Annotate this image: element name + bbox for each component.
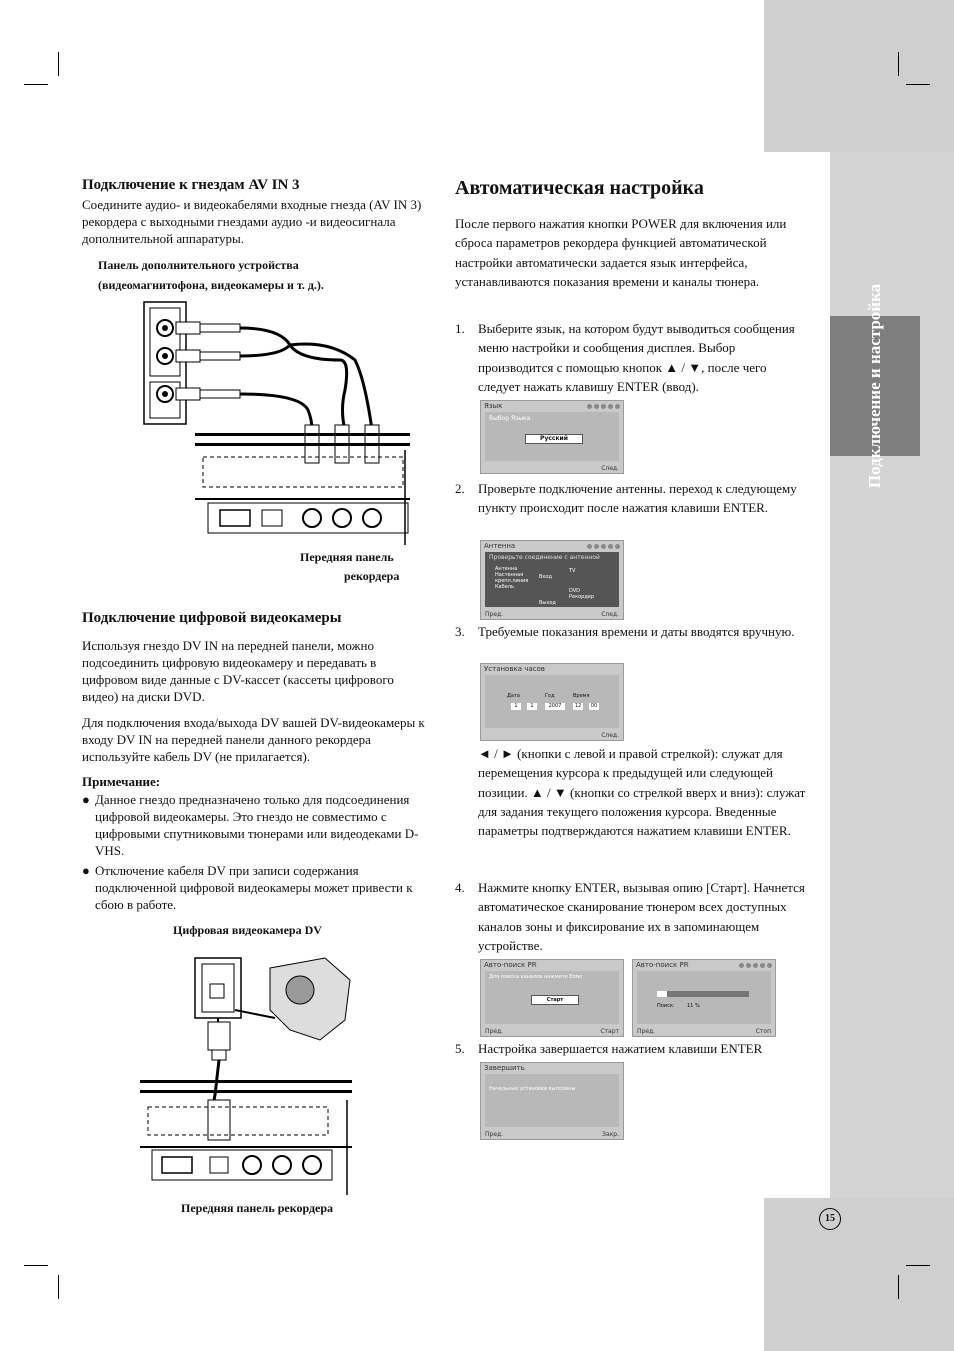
crop-mark: [58, 52, 59, 76]
caption-front-panel-2: рекордера: [344, 569, 400, 583]
step-number: 4.: [455, 880, 465, 895]
step-1-text: Выберите язык, на котором будут выводиться сообщения меню настройки и сообщения дисплея. Выбор производится с помощью кнопок ▲ / ▼, после чего следует нажать клавишу ENTER (ввод).: [478, 321, 795, 394]
side-band-bottom: [764, 1198, 954, 1351]
osd-language-screen: Язык Выбор Языка Русский Cлед.: [480, 400, 624, 474]
av-connection-diagram: [140, 300, 415, 545]
crop-mark: [906, 1265, 930, 1266]
caption-front-panel-dv: Передняя панель рекордера: [181, 1201, 334, 1215]
note-title: Примечание:: [82, 774, 161, 789]
note-bullet-2: Отключение кабеля DV при записи содержания подключенной цифровой видеокамеры может привести к сбою в работе.: [95, 863, 413, 912]
step-number: 3.: [455, 624, 465, 639]
crop-mark: [24, 84, 48, 85]
crop-mark: [906, 84, 930, 85]
step-3-extra: ◄ / ► (кнопки с левой и правой стрелкой): служат для перемещения курсора к предыдущей или следующей позиции. ▲ / ▼ (кнопки со стрелкой вверх и вниз): служат для задания текущего положения курсора. Введенные параметры подтверждаются нажатием клавиши ENTER.: [478, 746, 806, 839]
bullet-dot: ●: [82, 863, 90, 878]
caption-front-panel: Передняя панель: [300, 550, 394, 564]
note-bullet-1: Данное гнездо предназначено только для подсоединения цифровой видеокамеры. Это гнездо не совместимо с цифровыми спутниковыми тюнерами или видеодеками D-VHS.: [95, 792, 419, 858]
dv-connection-diagram: [140, 950, 352, 1195]
step-number: 1.: [455, 321, 465, 336]
step-2-text: Проверьте подключение антенны. переход к следующему пункту происходит после нажатия клавиши ENTER.: [478, 481, 797, 516]
osd-scan-progress-screen: Авто-поиск PR Поиск: 11 % Пред. Стоп: [632, 959, 776, 1037]
caption-camera: Цифровая видеокамера DV: [173, 923, 322, 937]
osd-clock-screen: Установка часов Дата Год Время 1 1 2007 12 00 Cлед.: [480, 663, 624, 741]
caption-device-panel: Панель дополнительного устройства: [98, 258, 299, 272]
intro-text: После первого нажатия кнопки POWER для включения или сброса параметров рекордера функцией автоматической настройки автоматически задается язык интерфейса, устанавливаются показания времени и каналы тюнера.: [455, 216, 787, 289]
osd-finish-screen: Завершить Начальные установки выполены Пред. Закр.: [480, 1062, 624, 1140]
section-tab: Подключение и настройка: [830, 316, 920, 456]
crop-mark: [58, 1275, 59, 1299]
step-number: 2.: [455, 481, 465, 496]
crop-mark: [898, 52, 899, 76]
heading-dv: Подключение цифровой видеокамеры: [82, 610, 342, 626]
step-number: 5.: [455, 1041, 465, 1056]
osd-scan-start-screen: Авто-поиск PR Для поиска каналов нажмите Enter Старт Пред. Старт: [480, 959, 624, 1037]
side-band: [830, 152, 954, 1198]
crop-mark: [898, 1275, 899, 1299]
step-3-text: Требуемые показания времени и даты вводятся вручную.: [478, 624, 795, 639]
osd-antenna-screen: Антенна Проверьте соединение с антенной Антенна Настенная крепл.линия Кабель Вход Выход TV DVD Рекордер Пред. След.: [480, 540, 624, 620]
heading-auto-setup: Автоматическая настройка: [455, 177, 704, 199]
step-5-text: Настройка завершается нажатием клавиши ENTER: [478, 1041, 763, 1056]
side-band-top: [764, 0, 954, 152]
caption-device-panel-2: (видеомагнитофона, видеокамеры и т. д.).: [98, 278, 324, 292]
bullet-dot: ●: [82, 792, 90, 807]
page-number: 15: [819, 1208, 841, 1230]
dv-para-2: Для подключения входа/выхода DV вашей DV-видеокамеры к входу DV IN на передней панели данного рекордера используйте кабель DV (не прилагается).: [82, 715, 425, 764]
dv-para-1: Используя гнездо DV IN на передней панели, можно подсоединить цифровую видеокамеру и передавать в цифровом виде данные с DV-кассет (кассеты цифрового видео) на диски DVD.: [82, 638, 394, 704]
av-in3-text: Соедините аудио- и видеокабелями входные гнезда (AV IN 3) рекордера с выходными гнездами аудио -и видеосигнала дополнительной аппаратуры.: [82, 197, 422, 246]
step-4-text: Нажмите кнопку ENTER, вызывая опию [Старт]. Начнется автоматическое сканирование тюнером всех доступных каналов зоны и фиксирование их в запоминающем устройстве.: [478, 880, 805, 953]
heading-av-in3: Подключение к гнездам AV IN 3: [82, 177, 300, 193]
crop-mark: [24, 1265, 48, 1266]
